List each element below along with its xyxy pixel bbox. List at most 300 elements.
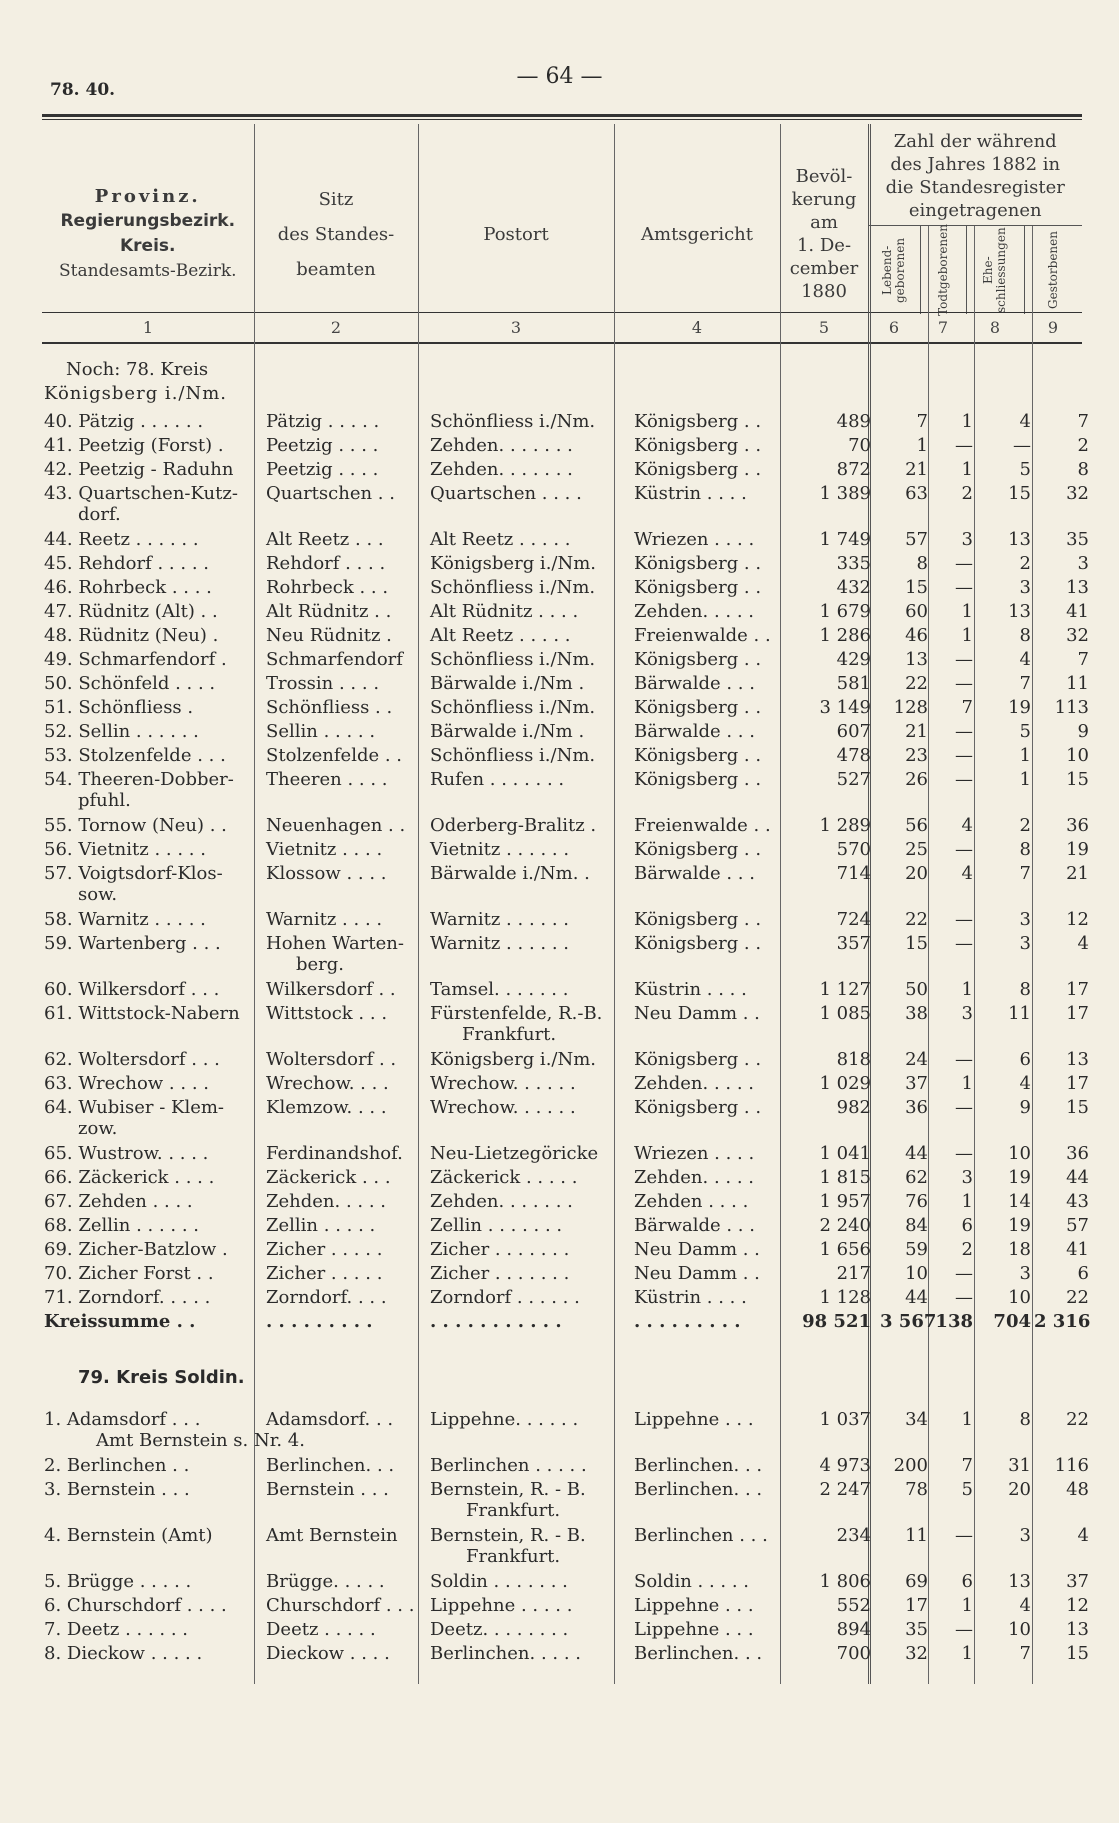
cell-amtsgericht: Küstrin . . . . [634, 979, 747, 1000]
cell-postort: Zellin . . . . . . . [430, 1215, 563, 1236]
cell-lebendgeborene: 17 [905, 1595, 928, 1616]
cell-bevoelkerung: 1 957 [819, 1191, 871, 1212]
cell-lebendgeborene: 76 [905, 1191, 928, 1212]
cell-lebendgeborene: 69 [905, 1571, 928, 1592]
cell-amtsgericht: Zehden. . . . . [634, 1167, 755, 1188]
cell-eheschliessungen: 9 [1019, 1097, 1031, 1118]
cell-eheschliessungen: 10 [1008, 1287, 1031, 1308]
cell-sitz: Rehdorf . . . . [266, 553, 386, 574]
colnum-6: 6 [888, 318, 900, 337]
cell-gestorbene: 19 [1066, 839, 1089, 860]
cell-todtgeborene: 2 [961, 483, 973, 504]
cell-todtgeborene: 7 [961, 697, 973, 718]
table-row [0, 1618, 1119, 1642]
cell-postort: Zorndorf . . . . . . [430, 1287, 580, 1308]
cell-postort: Quartschen . . . . [430, 483, 582, 504]
cell-name: 68. Zellin . . . . . . [44, 1215, 200, 1236]
cell-bevoelkerung: 714 [836, 863, 871, 884]
table-row [0, 1214, 1119, 1238]
table-row [0, 862, 1119, 886]
cell-gestorbene: 116 [1054, 1455, 1089, 1476]
cell-eheschliessungen: — [1013, 435, 1031, 456]
cell-amtsgericht: Bärwalde . . . [634, 1215, 755, 1236]
cell-postort: Berlinchen. . . . . [430, 1643, 582, 1664]
table-row [0, 768, 1119, 792]
cell-sitz: Brügge. . . . . [266, 1571, 385, 1592]
header-bev5: cember [789, 258, 859, 279]
cell-amtsgericht: Bärwalde . . . [634, 673, 755, 694]
cell-gestorbene: 10 [1066, 745, 1089, 766]
cell-sitz: Wrechow. . . . [266, 1073, 389, 1094]
cell-todtgeborene: — [955, 1049, 973, 1070]
cell-todtgeborene: 1 [961, 1191, 973, 1212]
cell-lebendgeborene: 200 [893, 1455, 928, 1476]
cell-postort: Schönfliess i./Nm. [430, 577, 596, 598]
table-row [0, 1238, 1119, 1262]
cell-sitz: Stolzenfelde . . [266, 745, 403, 766]
cell-amtsgericht: Küstrin . . . . [634, 1287, 747, 1308]
cell-gestorbene: 43 [1066, 1191, 1089, 1212]
table-row [0, 600, 1119, 624]
cell-gestorbene: 44 [1066, 1167, 1089, 1188]
cell-name: 7. Deetz . . . . . . [44, 1619, 189, 1640]
table-row [0, 720, 1119, 744]
header-kreis: Kreis. [120, 236, 176, 256]
header-bev6: 1880 [801, 281, 847, 302]
cell-gestorbene: 35 [1066, 529, 1089, 550]
cell-todtgeborene: 2 [961, 1239, 973, 1260]
cell-sitz: Dieckow . . . . [266, 1643, 390, 1664]
cell-continuation: berg. [296, 954, 345, 975]
cell-amtsgericht: Berlinchen. . . [634, 1643, 763, 1664]
cell-eheschliessungen: 3 [1019, 933, 1031, 954]
cell-gestorbene: 15 [1066, 1097, 1089, 1118]
cell-lebendgeborene: 10 [905, 1263, 928, 1284]
table-row [0, 1454, 1119, 1478]
cell-sitz: Neu Rüdnitz . [266, 625, 392, 646]
cell-postort: Schönfliess i./Nm. [430, 411, 596, 432]
cell-postort: Deetz. . . . . . . . [430, 1619, 569, 1640]
cell-gestorbene: 32 [1066, 625, 1089, 646]
cell-gestorbene: 48 [1066, 1479, 1089, 1500]
cell-bevoelkerung: 700 [836, 1643, 871, 1664]
cell-eheschliessungen: 2 [1019, 553, 1031, 574]
cell-lebendgeborene: 25 [905, 839, 928, 860]
cell-sitz: Rohrbeck . . . [266, 577, 389, 598]
cell-gestorbene: 36 [1066, 1143, 1089, 1164]
table-row [0, 434, 1119, 458]
cell-amtsgericht: Königsberg . . [634, 553, 762, 574]
cell-postort: Bernstein, R. - B. [430, 1525, 586, 1546]
table-row [0, 624, 1119, 648]
cell-sitz: Pätzig . . . . . [266, 411, 380, 432]
cell-postort: Königsberg i./Nm. [430, 1049, 597, 1070]
cell-gestorbene: 4 [1077, 933, 1089, 954]
cell-lebendgeborene: 37 [905, 1073, 928, 1094]
cell-amtsgericht: Königsberg . . [634, 745, 762, 766]
cell-lebendgeborene: 20 [905, 863, 928, 884]
cell-eheschliessungen: 2 [1019, 815, 1031, 836]
cell-todtgeborene: 1 [961, 625, 973, 646]
cell-name: 60. Wilkersdorf . . . [44, 979, 220, 1000]
cell-lebendgeborene: 44 [905, 1143, 928, 1164]
cell-name: 56. Vietnitz . . . . . [44, 839, 206, 860]
table-row [0, 672, 1119, 696]
cell-gestorbene: 2 316 [1034, 1311, 1091, 1332]
cell-sitz: Wilkersdorf . . [266, 979, 396, 1000]
cell-sitz: Quartschen . . [266, 483, 395, 504]
cell-amtsgericht: Zehden . . . . [634, 1191, 749, 1212]
cell-gestorbene: 4 [1077, 1525, 1089, 1546]
cell-gestorbene: 12 [1066, 1595, 1089, 1616]
cell-eheschliessungen: 5 [1019, 721, 1031, 742]
cell-postort: Zehden. . . . . . . [430, 459, 573, 480]
cell-continuation: dorf. [78, 504, 121, 525]
cell-amtsgericht: Königsberg . . [634, 649, 762, 670]
cell-eheschliessungen: 8 [1019, 1409, 1031, 1430]
cell-todtgeborene: 3 [961, 1003, 973, 1024]
header-group-1: Zahl der während [893, 131, 1057, 152]
cell-bevoelkerung: 527 [836, 769, 871, 790]
cell-name: 62. Woltersdorf . . . [44, 1049, 220, 1070]
cell-sitz: Schönfliess . . [266, 697, 393, 718]
cell-todtgeborene: — [955, 1287, 973, 1308]
cell-bevoelkerung: 1 029 [819, 1073, 871, 1094]
cell-todtgeborene: — [955, 649, 973, 670]
cell-bevoelkerung: 1 128 [819, 1287, 871, 1308]
cell-lebendgeborene: 60 [905, 601, 928, 622]
cell-sitz: Schmarfendorf [266, 649, 403, 670]
table-row [0, 1310, 1119, 1334]
cell-name: 69. Zicher-Batzlow . [44, 1239, 228, 1260]
cell-amtsgericht: Königsberg . . [634, 769, 762, 790]
cell-eheschliessungen: 19 [1008, 1167, 1031, 1188]
cell-amtsgericht: Berlinchen. . . [634, 1455, 763, 1476]
cell-todtgeborene: 1 [961, 1595, 973, 1616]
cell-sitz: Klossow . . . . [266, 863, 387, 884]
cell-amtsgericht: Bärwalde . . . [634, 863, 755, 884]
cell-name: 45. Rehdorf . . . . . [44, 553, 209, 574]
table-row [0, 1570, 1119, 1594]
cell-postort: Alt Reetz . . . . . [430, 529, 571, 550]
cell-postort: Bärwalde i./Nm. . [430, 863, 590, 884]
cell-todtgeborene: — [955, 1525, 973, 1546]
cell-sitz: Zehden. . . . . [266, 1191, 387, 1212]
cell-gestorbene: 17 [1066, 1073, 1089, 1094]
cell-amtsgericht: Wriezen . . . . [634, 1143, 755, 1164]
table-row [0, 576, 1119, 600]
header-group-2: des Jahres 1882 in [890, 154, 1061, 175]
cell-gestorbene: 32 [1066, 483, 1089, 504]
cell-todtgeborene: — [955, 1619, 973, 1640]
cell-todtgeborene: 1 [961, 601, 973, 622]
cell-sitz: Berlinchen. . . [266, 1455, 395, 1476]
cell-sitz: Zicher . . . . . [266, 1263, 383, 1284]
table-row [0, 1408, 1119, 1432]
cell-lebendgeborene: 62 [905, 1167, 928, 1188]
cell-lebendgeborene: 23 [905, 745, 928, 766]
section-soldin: 79. Kreis Soldin. [78, 1367, 245, 1388]
cell-todtgeborene: — [955, 1263, 973, 1284]
cell-gestorbene: 17 [1066, 1003, 1089, 1024]
cell-sitz: Vietnitz . . . . [266, 839, 383, 860]
cell-amtsgericht: Lippehne . . . [634, 1619, 754, 1640]
cell-eheschliessungen: 4 [1019, 411, 1031, 432]
cell-eheschliessungen: 10 [1008, 1619, 1031, 1640]
cell-bevoelkerung: 1 806 [819, 1571, 871, 1592]
cell-sitz: Theeren . . . . [266, 769, 388, 790]
cell-sitz: Peetzig . . . . [266, 459, 379, 480]
colnum-4: 4 [691, 318, 703, 337]
page-label: 78. 40. [50, 80, 116, 100]
cell-bevoelkerung: 894 [836, 1619, 871, 1640]
cell-postort: Neu-Lietzegöricke [430, 1143, 599, 1164]
cell-amtsgericht: Küstrin . . . . [634, 483, 747, 504]
table-row [0, 1072, 1119, 1096]
cell-bevoelkerung: 478 [836, 745, 871, 766]
cell-name: 58. Warnitz . . . . . [44, 909, 206, 930]
cell-postort: Lippehne . . . . . [430, 1595, 573, 1616]
cell-continuation: sow. [78, 884, 118, 905]
cell-name: 70. Zicher Forst . . [44, 1263, 214, 1284]
cell-name: 49. Schmarfendorf . [44, 649, 227, 670]
cell-lebendgeborene: 1 [916, 435, 928, 456]
cell-eheschliessungen: 3 [1019, 1263, 1031, 1284]
cell-lebendgeborene: 22 [905, 909, 928, 930]
cell-lebendgeborene: 44 [905, 1287, 928, 1308]
cell-name: 8. Dieckow . . . . . [44, 1643, 203, 1664]
cell-todtgeborene: 1 [961, 459, 973, 480]
cell-lebendgeborene: 21 [905, 721, 928, 742]
cell-eheschliessungen: 3 [1019, 1525, 1031, 1546]
table-row [0, 838, 1119, 862]
cell-bevoelkerung: 217 [836, 1263, 871, 1284]
cell-postort: Tamsel. . . . . . . [430, 979, 569, 1000]
cell-name: 64. Wubiser - Klem- [44, 1097, 225, 1118]
cell-continuation: Frankfurt. [462, 1024, 557, 1045]
cell-lebendgeborene: 8 [916, 553, 928, 574]
cell-todtgeborene: 4 [961, 863, 973, 884]
cell-amtsgericht: . . . . . . . . . [634, 1311, 741, 1332]
cell-name: 50. Schönfeld . . . . [44, 673, 216, 694]
table-row [0, 458, 1119, 482]
header-group-3: die Standesregister [885, 177, 1065, 198]
cell-postort: Zicher . . . . . . . [430, 1263, 570, 1284]
cell-sitz: Amt Bernstein [266, 1525, 398, 1546]
cell-lebendgeborene: 128 [893, 697, 928, 718]
cell-postort: Schönfliess i./Nm. [430, 745, 596, 766]
cell-lebendgeborene: 15 [905, 577, 928, 598]
cell-eheschliessungen: 1 [1019, 745, 1031, 766]
table-row [0, 1096, 1119, 1120]
cell-eheschliessungen: 20 [1008, 1479, 1031, 1500]
cell-gestorbene: 6 [1077, 1263, 1089, 1284]
cell-lebendgeborene: 13 [905, 649, 928, 670]
cell-name: 41. Peetzig (Forst) . [44, 435, 224, 456]
cell-name: 40. Pätzig . . . . . . [44, 411, 204, 432]
cell-sitz: Adamsdorf. . . [266, 1409, 394, 1430]
table-row [0, 1190, 1119, 1214]
cell-postort: Rufen . . . . . . . [430, 769, 565, 790]
cell-bevoelkerung: 1 041 [819, 1143, 871, 1164]
header-lebendgeborene: Lebend-geborenen [880, 237, 908, 303]
cell-eheschliessungen: 1 [1019, 769, 1031, 790]
cell-amtsgericht: Königsberg . . [634, 697, 762, 718]
header-regierungsbezirk: Regierungsbezirk. [60, 211, 236, 231]
cell-todtgeborene: — [955, 435, 973, 456]
colnum-5: 5 [818, 318, 830, 337]
cell-lebendgeborene: 46 [905, 625, 928, 646]
page-number: — 64 — [516, 64, 603, 89]
cell-bevoelkerung: 1 289 [819, 815, 871, 836]
cell-name: 1. Adamsdorf . . . [44, 1409, 201, 1430]
cell-sitz: Klemzow. . . . [266, 1097, 387, 1118]
colnum-3: 3 [510, 318, 522, 337]
cell-bevoelkerung: 607 [836, 721, 871, 742]
cell-amtsgericht: Königsberg . . [634, 909, 762, 930]
cell-lebendgeborene: 22 [905, 673, 928, 694]
cell-amtsgericht: Freienwalde . . [634, 815, 771, 836]
cell-name: 51. Schönfliess . [44, 697, 194, 718]
cell-todtgeborene: — [955, 1097, 973, 1118]
cell-eheschliessungen: 704 [993, 1311, 1031, 1332]
header-eheschliessungen: Ehe-schliessungen [981, 227, 1009, 313]
cell-name: 48. Rüdnitz (Neu) . [44, 625, 219, 646]
cell-name: 59. Wartenberg . . . [44, 933, 221, 954]
cell-gestorbene: 7 [1077, 411, 1089, 432]
cell-gestorbene: 12 [1066, 909, 1089, 930]
cell-postort: Bärwalde i./Nm . [430, 721, 585, 742]
cell-todtgeborene: — [955, 909, 973, 930]
cell-bevoelkerung: 1 389 [819, 483, 871, 504]
cell-sitz: Wittstock . . . [266, 1003, 388, 1024]
cell-bevoelkerung: 1 037 [819, 1409, 871, 1430]
cell-eheschliessungen: 13 [1008, 1571, 1031, 1592]
cell-lebendgeborene: 84 [905, 1215, 928, 1236]
cell-postort: Zicher . . . . . . . [430, 1239, 570, 1260]
cell-sitz: Sellin . . . . . [266, 721, 376, 742]
cell-bevoelkerung: 581 [836, 673, 871, 694]
cell-sitz: Alt Rüdnitz . . [266, 601, 392, 622]
cell-gestorbene: 17 [1066, 979, 1089, 1000]
cell-name: 6. Churschdorf . . . . [44, 1595, 227, 1616]
header-provinz: Provinz. [94, 186, 201, 207]
table-row [0, 410, 1119, 434]
cell-name: 67. Zehden . . . . [44, 1191, 193, 1212]
table-row [0, 1048, 1119, 1072]
cell-lebendgeborene: 78 [905, 1479, 928, 1500]
cell-gestorbene: 2 [1077, 435, 1089, 456]
cell-amtsgericht: Königsberg . . [634, 411, 762, 432]
table-row [0, 1478, 1119, 1502]
cell-amtsgericht: Freienwalde . . [634, 625, 771, 646]
cell-todtgeborene: 3 [961, 1167, 973, 1188]
cell-todtgeborene: 6 [961, 1571, 973, 1592]
cell-amtsgericht: Lippehne . . . [634, 1409, 754, 1430]
cell-todtgeborene: 1 [961, 1409, 973, 1430]
table-row [0, 978, 1119, 1002]
cell-amtsgericht: Königsberg . . [634, 1049, 762, 1070]
colnum-9: 9 [1047, 318, 1059, 337]
cell-lebendgeborene: 11 [905, 1525, 928, 1546]
cell-postort: Zehden. . . . . . . [430, 1191, 573, 1212]
header-postort: Postort [418, 124, 614, 344]
cell-gestorbene: 15 [1066, 1643, 1089, 1664]
cell-gestorbene: 9 [1077, 721, 1089, 742]
cell-name: 47. Rüdnitz (Alt) . . [44, 601, 218, 622]
cell-name: 61. Wittstock-Nabern [44, 1003, 240, 1024]
table-row [0, 552, 1119, 576]
header-sitz: Sitz [318, 188, 354, 210]
cell-amtsgericht: Königsberg . . [634, 459, 762, 480]
cell-amtsgericht: Königsberg . . [634, 577, 762, 598]
cell-postort: Wrechow. . . . . . [430, 1097, 576, 1118]
cell-bevoelkerung: 98 521 [802, 1311, 871, 1332]
table-row [0, 1642, 1119, 1666]
cell-todtgeborene: 1 [961, 1073, 973, 1094]
cell-eheschliessungen: 7 [1019, 863, 1031, 884]
cell-lebendgeborene: 3 567 [880, 1311, 937, 1332]
cell-gestorbene: 113 [1054, 697, 1089, 718]
cell-sitz: Churschdorf . . . [266, 1595, 415, 1616]
cell-gestorbene: 7 [1077, 649, 1089, 670]
cell-eheschliessungen: 31 [1008, 1455, 1031, 1476]
cell-name: 5. Brügge . . . . . [44, 1571, 192, 1592]
cell-name: 3. Bernstein . . . [44, 1479, 190, 1500]
cell-lebendgeborene: 15 [905, 933, 928, 954]
cell-gestorbene: 3 [1077, 553, 1089, 574]
cell-eheschliessungen: 3 [1019, 577, 1031, 598]
cell-lebendgeborene: 36 [905, 1097, 928, 1118]
cell-postort: Bernstein, R. - B. [430, 1479, 586, 1500]
cell-amtsgericht: Berlinchen. . . [634, 1479, 763, 1500]
cell-todtgeborene: — [955, 1143, 973, 1164]
cell-sitz: Deetz . . . . . [266, 1619, 376, 1640]
cell-bevoelkerung: 1 085 [819, 1003, 871, 1024]
cell-postort: Schönfliess i./Nm. [430, 649, 596, 670]
table-row [0, 696, 1119, 720]
cell-sitz: Zäckerick . . . [266, 1167, 391, 1188]
cell-lebendgeborene: 24 [905, 1049, 928, 1070]
cell-bevoelkerung: 570 [836, 839, 871, 860]
cell-bevoelkerung: 1 749 [819, 529, 871, 550]
cell-eheschliessungen: 15 [1008, 483, 1031, 504]
cell-amtsgericht: Königsberg . . [634, 1097, 762, 1118]
cell-bevoelkerung: 2 247 [819, 1479, 871, 1500]
header-bev2: kerung [791, 189, 857, 210]
cell-todtgeborene: 1 [961, 1643, 973, 1664]
cell-bevoelkerung: 1 286 [819, 625, 871, 646]
cell-gestorbene: 21 [1066, 863, 1089, 884]
cell-bevoelkerung: 357 [836, 933, 871, 954]
cell-todtgeborene: — [955, 553, 973, 574]
cell-name: 46. Rohrbeck . . . . [44, 577, 212, 598]
cell-postort: Alt Rüdnitz . . . . [430, 601, 579, 622]
table-row [0, 1594, 1119, 1618]
cell-amtsgericht: Königsberg . . [634, 435, 762, 456]
cell-sitz: Peetzig . . . . [266, 435, 379, 456]
header-amtsgericht: Amtsgericht [614, 124, 780, 344]
colnum-1: 1 [142, 318, 154, 337]
cell-eheschliessungen: 13 [1008, 601, 1031, 622]
cell-postort: Zäckerick . . . . . [430, 1167, 578, 1188]
cell-eheschliessungen: 10 [1008, 1143, 1031, 1164]
cell-gestorbene: 41 [1066, 601, 1089, 622]
cell-name: 53. Stolzenfelde . . . [44, 745, 226, 766]
cell-bevoelkerung: 552 [836, 1595, 871, 1616]
cell-gestorbene: 13 [1066, 1049, 1089, 1070]
cell-lebendgeborene: 50 [905, 979, 928, 1000]
